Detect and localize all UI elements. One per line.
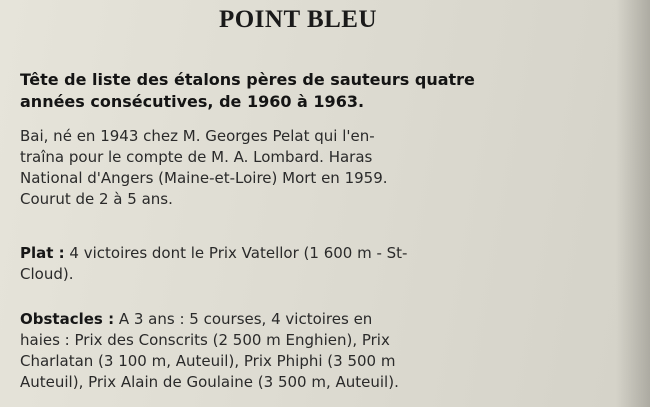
plat-label: Plat : xyxy=(20,244,65,262)
obstacles-line-1-text: A 3 ans : 5 courses, 4 victoires en xyxy=(114,310,373,328)
intro-line-2: années consécutives, de 1960 à 1963. xyxy=(20,92,365,111)
plat-paragraph xyxy=(20,243,624,285)
bio-line-1: Bai, né en 1943 chez M. Georges Pelat qui l'en- xyxy=(20,127,375,145)
plat-line-2: Cloud). xyxy=(20,265,74,283)
bio-line-2: traîna pour le compte de M. A. Lombard. Haras xyxy=(20,148,373,166)
obstacles-line-2: haies : Prix des Conscrits (2 500 m Enghien), Prix xyxy=(20,331,390,349)
bio-line-4: Courut de 2 à 5 ans. xyxy=(20,190,173,208)
intro-paragraph xyxy=(20,69,624,113)
intro-line-1: Tête de liste des étalons pères de sauteurs quatre xyxy=(20,70,475,89)
obstacles-line-1 xyxy=(20,309,624,330)
obstacles-line-3: Charlatan (3 100 m, Auteuil), Prix Phiphi (3 500 m xyxy=(20,352,396,370)
obstacles-label: Obstacles : xyxy=(20,310,115,328)
plat-line-1 xyxy=(20,243,624,264)
obstacles-line-4: Auteuil), Prix Alain de Goulaine (3 500 m, Auteuil). xyxy=(20,373,399,391)
page-title: POINT BLEU xyxy=(218,6,378,33)
bio-line-3: National d'Angers (Maine-et-Loire) Mort en 1959. xyxy=(20,169,388,187)
bio-paragraph xyxy=(20,126,624,210)
plat-line-1-text: 4 victoires dont le Prix Vatellor (1 600 m - St- xyxy=(64,244,408,262)
obstacles-paragraph xyxy=(20,309,624,393)
